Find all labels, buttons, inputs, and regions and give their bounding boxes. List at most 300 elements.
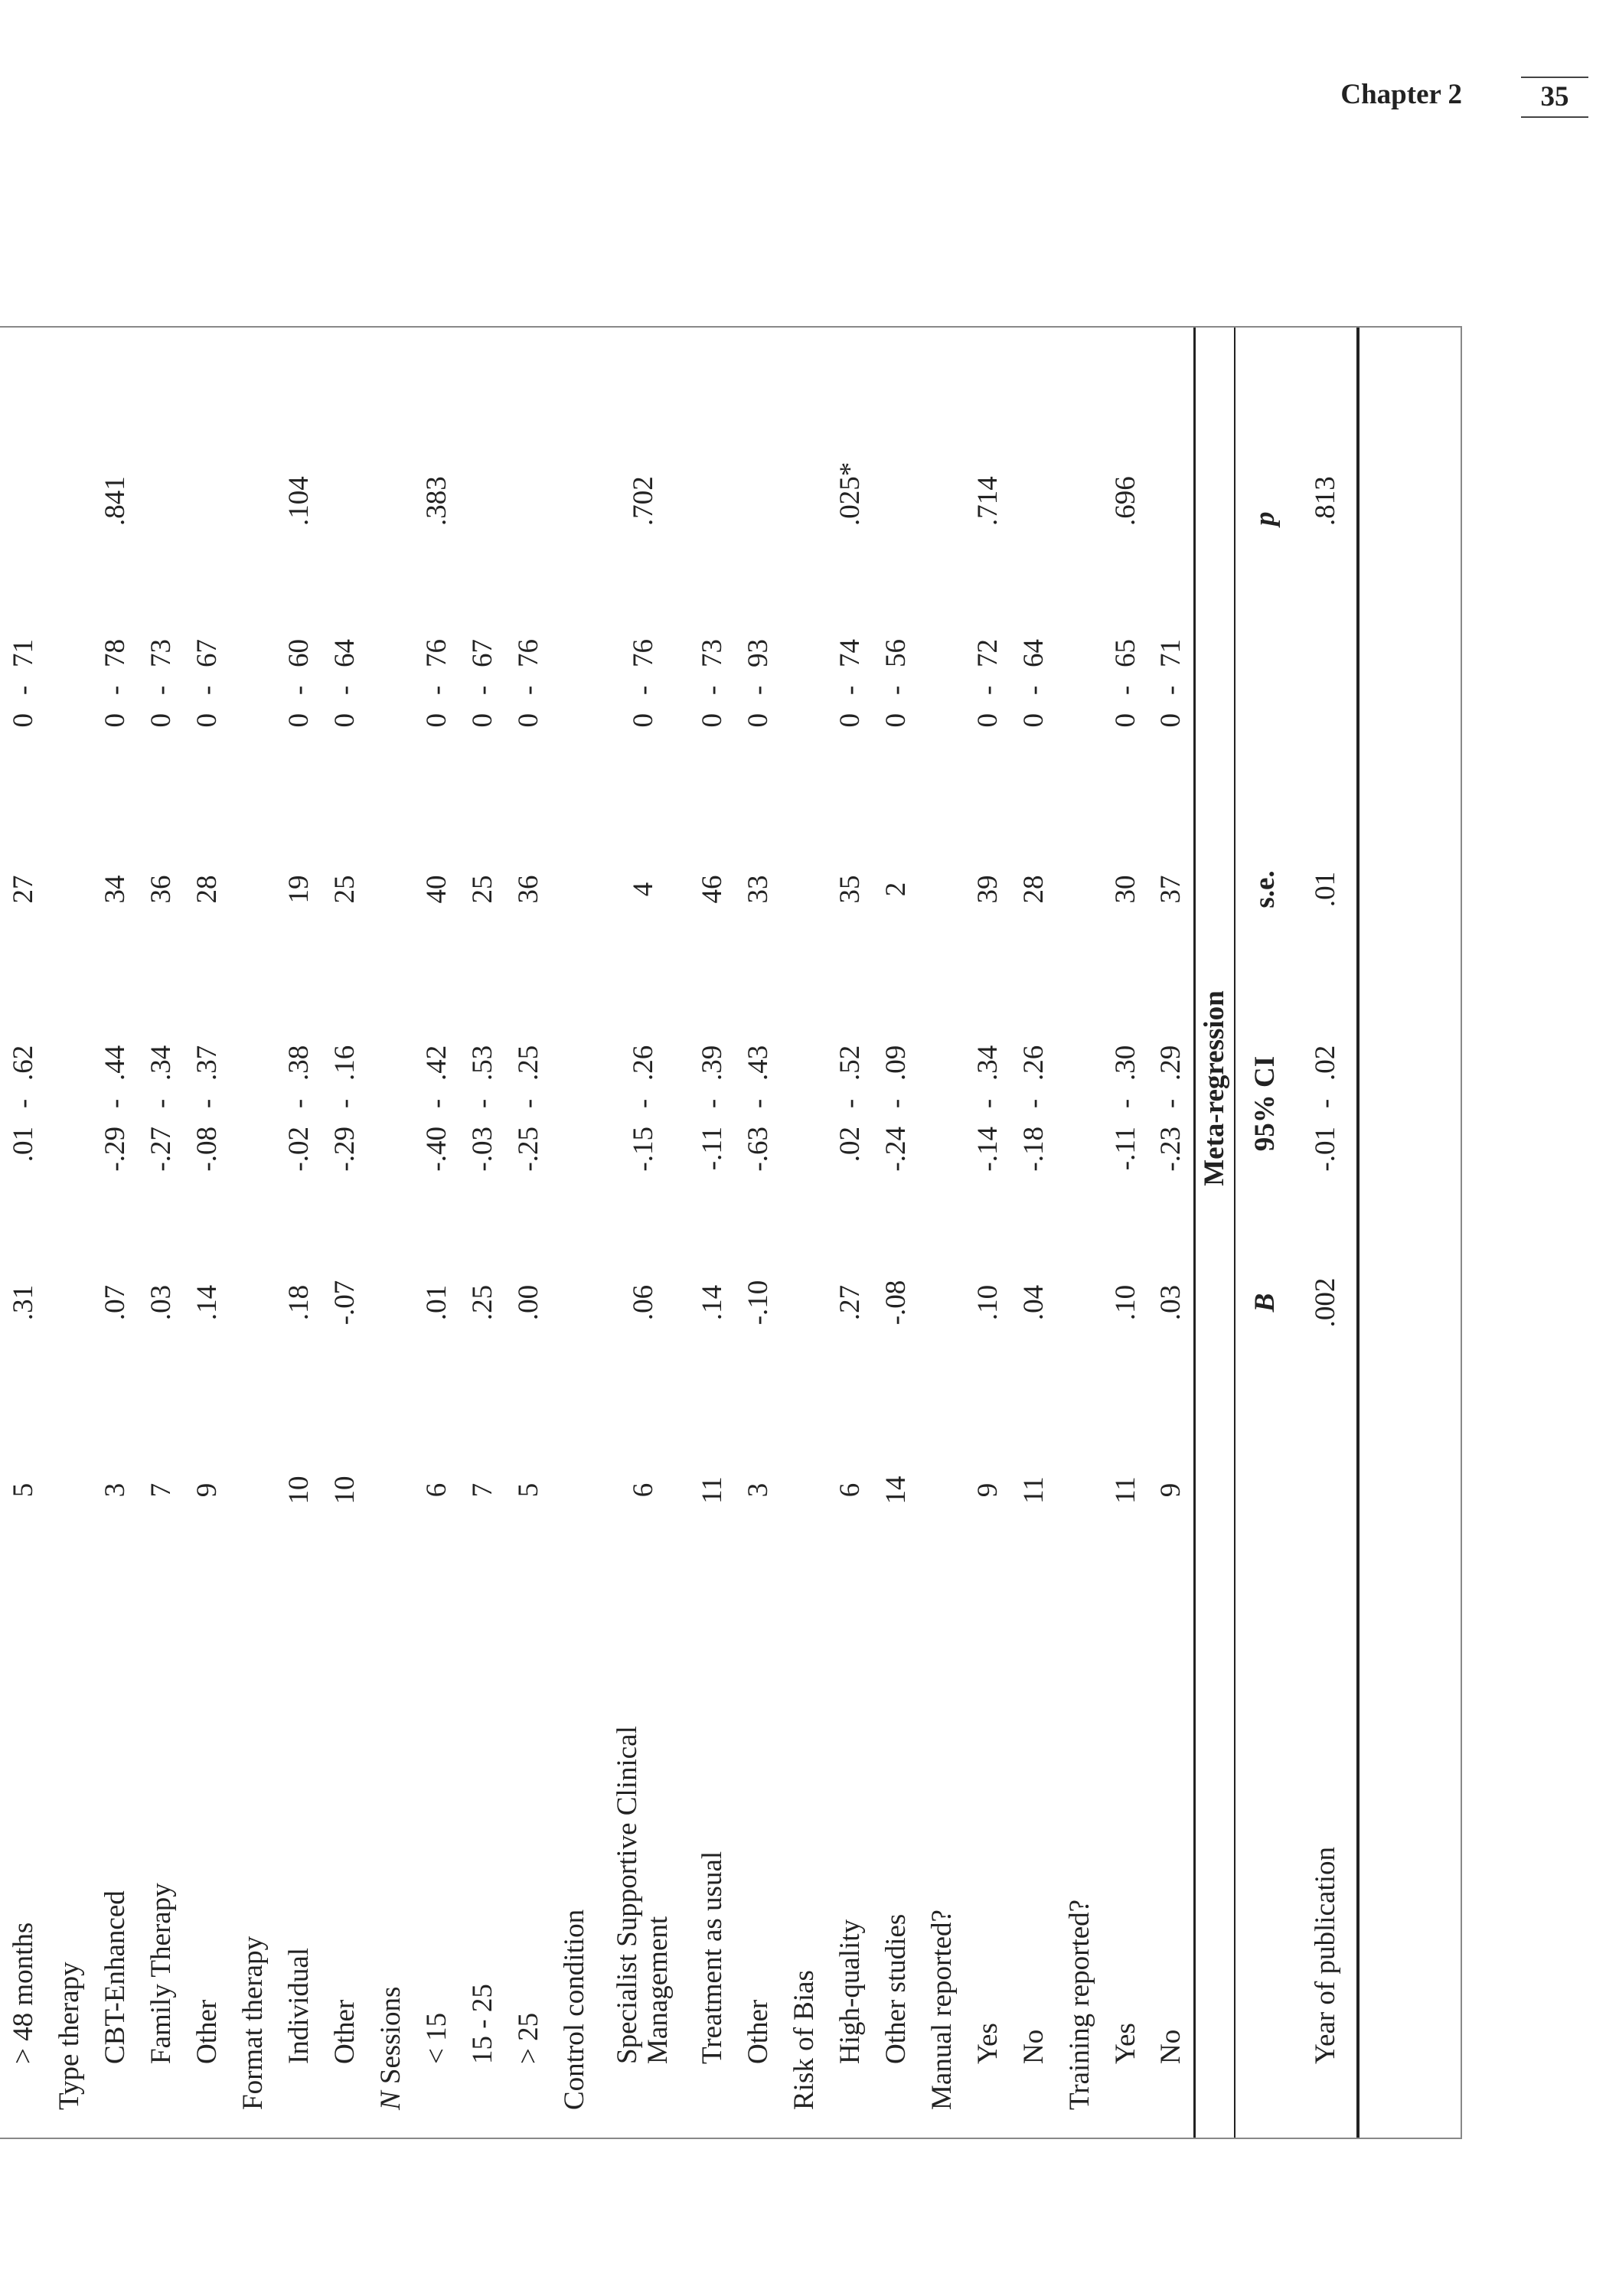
row-label: < 15 xyxy=(420,2012,452,2064)
row-label-italic: N xyxy=(374,2091,406,2110)
cell-effect xyxy=(46,1230,92,1375)
range-dash: - xyxy=(1109,685,1141,696)
ci-dash: - xyxy=(696,1098,728,1109)
ci-low: -.29 xyxy=(328,1127,361,1172)
cell-effect: -.08 xyxy=(880,1280,912,1326)
cell-effect: .10 xyxy=(1109,1284,1141,1321)
cell-p: .383 xyxy=(420,476,452,526)
cell-k: 9 xyxy=(971,1482,1004,1498)
row-label: Other xyxy=(328,1999,361,2064)
range-high: 78 xyxy=(99,639,131,667)
row-label: No xyxy=(1017,2029,1049,2064)
cell-n: 40 xyxy=(420,875,452,904)
cell-k xyxy=(1056,1375,1102,1605)
table-row xyxy=(551,328,597,2139)
cell-p xyxy=(735,328,781,572)
row-label: Other xyxy=(742,1999,774,2064)
cell-ci xyxy=(1056,977,1102,1230)
ci-high: .25 xyxy=(512,1045,544,1081)
ci-high: .53 xyxy=(466,1045,498,1081)
table-row xyxy=(965,328,1010,2139)
ci-dash: - xyxy=(282,1098,315,1109)
meta-ci-low: -.01 xyxy=(1310,1127,1341,1172)
cell-p xyxy=(46,328,92,572)
cell-n: 25 xyxy=(328,875,361,904)
ci-low: -.14 xyxy=(971,1127,1004,1172)
table-row xyxy=(735,328,781,2139)
ci-high: .34 xyxy=(971,1045,1004,1081)
cell-ci xyxy=(230,977,276,1230)
row-label: Year of publication xyxy=(1295,1605,1358,2139)
cell-n: 4 xyxy=(627,882,659,897)
ci-dash: - xyxy=(145,1098,177,1109)
range-high: 74 xyxy=(834,639,866,667)
table-row xyxy=(46,328,92,2139)
range-low: 0 xyxy=(834,713,866,728)
cell-effect: .10 xyxy=(971,1284,1004,1321)
row-label: High-quality xyxy=(834,1919,866,2064)
ci-dash: - xyxy=(742,1098,774,1109)
cell-p xyxy=(551,328,597,572)
row-label: Format therapy xyxy=(237,1936,269,2110)
cell-n xyxy=(919,801,965,977)
cell-ci xyxy=(184,977,230,1230)
cell-effect xyxy=(367,1230,413,1375)
table-body xyxy=(0,328,1194,2139)
table-row xyxy=(230,328,276,2139)
meta-regression-title-row xyxy=(1194,328,1235,2139)
range-dash: - xyxy=(282,685,315,696)
row-label-text: Sessions xyxy=(374,1986,406,2092)
range-high: 93 xyxy=(742,639,774,667)
cell-ci xyxy=(735,977,781,1230)
cell-ci xyxy=(965,977,1010,1230)
cell-range xyxy=(597,572,689,801)
cell-n: 46 xyxy=(696,875,728,904)
cell-range xyxy=(505,572,551,801)
ci-high: .39 xyxy=(696,1045,728,1081)
cell-range xyxy=(965,572,1010,801)
cell-k: 11 xyxy=(1017,1476,1049,1504)
cell-p: .104 xyxy=(282,476,315,526)
meta-p-value: .813 xyxy=(1295,328,1358,572)
cell-k: 5 xyxy=(7,1482,39,1498)
cell-ci xyxy=(1148,977,1194,1230)
cell-effect xyxy=(1056,1230,1102,1375)
cell-p xyxy=(1056,328,1102,572)
range-low: 0 xyxy=(696,713,728,728)
range-dash: - xyxy=(7,685,39,696)
ci-low: -.18 xyxy=(1017,1127,1049,1172)
range-high: 71 xyxy=(7,639,39,667)
table-row xyxy=(0,328,46,2139)
cell-n: 33 xyxy=(742,875,774,904)
cell-effect: .27 xyxy=(834,1284,866,1321)
range-dash: - xyxy=(627,685,659,696)
ci-low: .02 xyxy=(834,1127,866,1163)
cell-range xyxy=(184,572,230,801)
cell-p xyxy=(322,328,367,572)
cell-p xyxy=(0,328,46,572)
ci-high: .09 xyxy=(880,1045,912,1081)
cell-range xyxy=(459,572,505,801)
range-low: 0 xyxy=(420,713,452,728)
ci-dash: - xyxy=(834,1098,866,1109)
range-low: 0 xyxy=(191,713,223,728)
cell-effect: .18 xyxy=(282,1284,315,1321)
cell-n: 30 xyxy=(1109,875,1141,904)
ci-high: .34 xyxy=(145,1045,177,1081)
cell-ci xyxy=(551,977,597,1230)
cell-ci xyxy=(1010,977,1056,1230)
header-se: s.e. xyxy=(1249,870,1281,908)
ci-low: -.24 xyxy=(880,1127,912,1172)
ci-dash: - xyxy=(627,1098,659,1109)
cell-k xyxy=(367,1375,413,1605)
range-low: 0 xyxy=(971,713,1004,728)
ci-high: .44 xyxy=(99,1045,131,1081)
header-95ci: 95% CI xyxy=(1249,1055,1281,1152)
range-dash: - xyxy=(1017,685,1049,696)
range-low: 0 xyxy=(1154,713,1187,728)
range-high: 76 xyxy=(512,639,544,667)
cell-k: 14 xyxy=(880,1476,912,1505)
cell-ci xyxy=(919,977,965,1230)
cell-p: .714 xyxy=(971,476,1004,526)
cell-effect xyxy=(551,1230,597,1375)
ci-dash: - xyxy=(99,1098,131,1109)
range-low: 0 xyxy=(7,713,39,728)
cell-p xyxy=(1148,328,1194,572)
cell-p xyxy=(230,328,276,572)
cell-range xyxy=(138,572,184,801)
cell-p xyxy=(781,328,827,572)
meta-regression-header-row xyxy=(1235,328,1295,2139)
cell-effect: .06 xyxy=(627,1284,659,1321)
ci-high: .37 xyxy=(191,1045,223,1081)
ci-low: -.29 xyxy=(99,1127,131,1172)
table-row xyxy=(413,328,459,2139)
results-table xyxy=(0,328,1360,2139)
cell-n: 36 xyxy=(512,875,544,904)
range-high: 60 xyxy=(282,639,315,667)
ci-low: -.11 xyxy=(696,1127,728,1171)
table-row xyxy=(597,328,689,2139)
cell-range xyxy=(1148,572,1194,801)
cell-p xyxy=(1010,328,1056,572)
range-low: 0 xyxy=(1109,713,1141,728)
range-low: 0 xyxy=(627,713,659,728)
running-head-chapter: Chapter 2 xyxy=(1340,79,1462,110)
cell-k: 6 xyxy=(420,1482,452,1498)
meta-ci xyxy=(1295,977,1358,1230)
cell-ci xyxy=(689,977,735,1230)
meta-ci-high: .02 xyxy=(1310,1045,1341,1081)
cell-k xyxy=(919,1375,965,1605)
cell-k: 11 xyxy=(1109,1476,1141,1504)
cell-k xyxy=(46,1375,92,1605)
cell-range xyxy=(781,572,827,801)
meta-b-value: .002 xyxy=(1295,1230,1358,1375)
cell-k: 3 xyxy=(99,1482,131,1498)
cell-k: 6 xyxy=(627,1482,659,1498)
cell-n: 37 xyxy=(1154,875,1187,904)
table-row xyxy=(459,328,505,2139)
range-high: 72 xyxy=(971,639,1004,667)
cell-n xyxy=(46,801,92,977)
table-row xyxy=(1148,328,1194,2139)
cell-range xyxy=(1102,572,1148,801)
cell-k: 9 xyxy=(191,1482,223,1498)
meta-regression-row-year xyxy=(1295,328,1358,2139)
ci-low: -.40 xyxy=(420,1127,452,1172)
range-low: 0 xyxy=(99,713,131,728)
cell-k: 3 xyxy=(742,1482,774,1498)
range-dash: - xyxy=(145,685,177,696)
cell-ci xyxy=(92,977,138,1230)
cell-effect: .31 xyxy=(7,1284,39,1321)
table-row xyxy=(781,328,827,2139)
cell-range xyxy=(92,572,138,801)
ci-low: -.63 xyxy=(742,1127,774,1172)
range-low: 0 xyxy=(145,713,177,728)
cell-p xyxy=(873,328,919,572)
cell-n: 2 xyxy=(880,882,912,897)
range-dash: - xyxy=(696,685,728,696)
row-label: Other xyxy=(191,1999,223,2064)
header-p: p xyxy=(1249,511,1281,526)
cell-effect: .14 xyxy=(191,1284,223,1321)
row-label: Training reported? xyxy=(1063,1899,1095,2110)
ci-high: .29 xyxy=(1154,1045,1187,1081)
cell-effect: -.10 xyxy=(742,1280,774,1326)
cell-range xyxy=(46,572,92,801)
meta-se-value: .01 xyxy=(1295,801,1358,977)
range-low: 0 xyxy=(282,713,315,728)
cell-effect: .04 xyxy=(1017,1284,1049,1321)
row-label: Treatment as usual xyxy=(696,1851,728,2064)
cell-ci xyxy=(781,977,827,1230)
cell-range xyxy=(230,572,276,801)
cell-ci xyxy=(873,977,919,1230)
range-high: 56 xyxy=(880,639,912,667)
table-row xyxy=(873,328,919,2139)
range-high: 76 xyxy=(420,639,452,667)
range-dash: - xyxy=(512,685,544,696)
cell-p xyxy=(689,328,735,572)
ci-dash: - xyxy=(420,1098,452,1109)
cell-n xyxy=(230,801,276,977)
cell-effect: -.07 xyxy=(328,1280,361,1326)
cell-n xyxy=(551,801,597,977)
range-low: 0 xyxy=(466,713,498,728)
cell-effect: .14 xyxy=(696,1284,728,1321)
ci-dash: - xyxy=(7,1098,39,1109)
cell-k: 7 xyxy=(145,1482,177,1498)
range-low: 0 xyxy=(328,713,361,728)
range-high: 64 xyxy=(1017,639,1049,667)
table-row xyxy=(184,328,230,2139)
row-label xyxy=(597,1605,689,2139)
ci-high: .52 xyxy=(834,1045,866,1081)
ci-low: .01 xyxy=(7,1127,39,1163)
ci-low: -.15 xyxy=(627,1127,659,1172)
cell-effect xyxy=(781,1230,827,1375)
ci-low: -.27 xyxy=(145,1127,177,1172)
range-dash: - xyxy=(834,685,866,696)
cell-k: 11 xyxy=(696,1476,728,1504)
ci-dash: - xyxy=(971,1098,1004,1109)
row-label-line2: Management xyxy=(642,1916,674,2064)
ci-high: .43 xyxy=(742,1045,774,1081)
cell-effect: .01 xyxy=(420,1284,452,1321)
cell-effect: .03 xyxy=(145,1284,177,1321)
ci-low: -.23 xyxy=(1154,1127,1187,1172)
cell-k: 9 xyxy=(1154,1482,1187,1498)
cell-k: 10 xyxy=(282,1476,315,1505)
range-low: 0 xyxy=(512,713,544,728)
row-label: Manual reported? xyxy=(925,1910,958,2110)
cell-n: 35 xyxy=(834,875,866,904)
ci-dash: - xyxy=(1310,1098,1341,1109)
cell-effect: .25 xyxy=(466,1284,498,1321)
row-label-line1: Specialist Supportive Clinical xyxy=(612,1726,643,2064)
range-low: 0 xyxy=(742,713,774,728)
cell-range xyxy=(551,572,597,801)
cell-p: .841 xyxy=(99,476,131,526)
cell-ci xyxy=(413,977,459,1230)
cell-ci xyxy=(46,977,92,1230)
header-b: B xyxy=(1249,1293,1281,1313)
row-label: Yes xyxy=(1109,2023,1141,2064)
cell-ci xyxy=(459,977,505,1230)
row-label: > 25 xyxy=(512,2012,544,2064)
row-label: Family Therapy xyxy=(145,1883,177,2064)
range-high: 71 xyxy=(1154,639,1187,667)
table-row xyxy=(505,328,551,2139)
table-row xyxy=(1010,328,1056,2139)
ci-dash: - xyxy=(191,1098,223,1109)
ci-high: .26 xyxy=(1017,1045,1049,1081)
cell-ci xyxy=(1102,977,1148,1230)
range-low: 0 xyxy=(1017,713,1049,728)
cell-n: 28 xyxy=(191,875,223,904)
cell-p: .025* xyxy=(834,461,866,526)
cell-range xyxy=(827,572,873,801)
range-high: 67 xyxy=(466,639,498,667)
cell-effect xyxy=(230,1230,276,1375)
cell-ci xyxy=(367,977,413,1230)
cell-range xyxy=(367,572,413,801)
cell-range xyxy=(919,572,965,801)
cell-p xyxy=(138,328,184,572)
cell-p xyxy=(184,328,230,572)
cell-p xyxy=(919,328,965,572)
ci-dash: - xyxy=(1109,1098,1141,1109)
range-dash: - xyxy=(191,685,223,696)
cell-ci xyxy=(505,977,551,1230)
cell-range xyxy=(1010,572,1056,801)
cell-n xyxy=(781,801,827,977)
table-rotator xyxy=(0,328,1462,2139)
meta-regression-section xyxy=(1194,328,1358,2139)
range-dash: - xyxy=(420,685,452,696)
cell-effect xyxy=(919,1230,965,1375)
table-row xyxy=(138,328,184,2139)
cell-effect: .03 xyxy=(1154,1284,1187,1321)
cell-range xyxy=(735,572,781,801)
cell-ci xyxy=(322,977,367,1230)
row-label: No xyxy=(1154,2029,1187,2064)
ci-high: .38 xyxy=(282,1045,315,1081)
range-dash: - xyxy=(99,685,131,696)
table-row xyxy=(1056,328,1102,2139)
table-row xyxy=(367,328,413,2139)
row-label xyxy=(367,1605,413,2139)
cell-n: 36 xyxy=(145,875,177,904)
row-label: Type therapy xyxy=(53,1962,85,2110)
table-row xyxy=(1102,328,1148,2139)
ci-dash: - xyxy=(512,1098,544,1109)
range-high: 73 xyxy=(145,639,177,667)
cell-range xyxy=(1056,572,1102,801)
ci-low: -.25 xyxy=(512,1127,544,1172)
meta-regression-title: Meta-regression xyxy=(1194,572,1235,1605)
cell-p: .696 xyxy=(1109,476,1141,526)
row-label: Risk of Bias xyxy=(788,1970,820,2110)
range-high: 76 xyxy=(627,639,659,667)
ci-high: .30 xyxy=(1109,1045,1141,1081)
ci-low: -.08 xyxy=(191,1127,223,1172)
range-dash: - xyxy=(328,685,361,696)
ci-high: .16 xyxy=(328,1045,361,1081)
table-row xyxy=(827,328,873,2139)
row-label: Yes xyxy=(971,2023,1004,2064)
ci-dash: - xyxy=(328,1098,361,1109)
table-row xyxy=(322,328,367,2139)
rotated-table-frame xyxy=(0,326,1462,2139)
table-row xyxy=(276,328,322,2139)
table-row xyxy=(689,328,735,2139)
ci-high: .26 xyxy=(627,1045,659,1081)
cell-n xyxy=(1056,801,1102,977)
cell-p xyxy=(367,328,413,572)
ci-dash: - xyxy=(1017,1098,1049,1109)
range-high: 67 xyxy=(191,639,223,667)
cell-ci xyxy=(138,977,184,1230)
range-low: 0 xyxy=(880,713,912,728)
ci-low: -.11 xyxy=(1109,1127,1141,1171)
cell-effect: .00 xyxy=(512,1284,544,1321)
cell-k: 10 xyxy=(328,1476,361,1505)
row-label: Individual xyxy=(282,1947,315,2064)
cell-range xyxy=(322,572,367,801)
row-label: > 48 months xyxy=(7,1922,39,2064)
range-dash: - xyxy=(466,685,498,696)
cell-k xyxy=(551,1375,597,1605)
cell-n: 27 xyxy=(7,875,39,904)
ci-low: -.02 xyxy=(282,1127,315,1172)
cell-ci xyxy=(597,977,689,1230)
cell-k xyxy=(781,1375,827,1605)
cell-k xyxy=(230,1375,276,1605)
row-label: CBT-Enhanced xyxy=(99,1890,131,2064)
cell-range xyxy=(873,572,919,801)
range-high: 73 xyxy=(696,639,728,667)
ci-high: .62 xyxy=(7,1045,39,1081)
row-label: Other studies xyxy=(880,1913,912,2064)
range-dash: - xyxy=(880,685,912,696)
